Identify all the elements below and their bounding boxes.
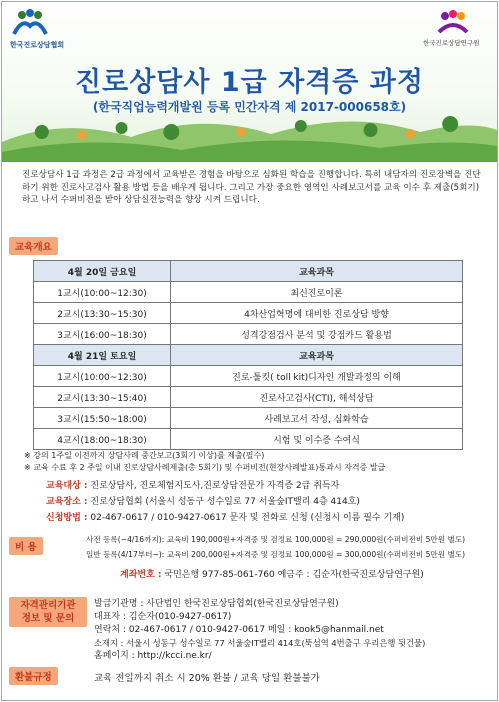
people-circle-logo-icon: [423, 8, 483, 36]
admin-line: 발급기관명 : 사단법인 한국진로상담협회(한국진로상담연구원): [94, 599, 339, 609]
detail-signup: [46, 510, 404, 526]
period-subject: 최신진로이론: [171, 282, 463, 303]
table-row: [34, 387, 463, 408]
account-key: 계좌번호 :: [120, 570, 162, 580]
cost-line-early: 사전 등록(~4/16까지): 교육비 190,000원+자격증 및 검정료 100,000원 = 290,000원(수퍼비전비 5만원 별도): [86, 535, 466, 544]
table-header-row: [34, 345, 463, 366]
landscape-illustration: [2, 102, 497, 162]
admin-line: 연락처 : 02-467-0617 / 010-9427-0617 메일 : kook5@hanmail.net: [94, 625, 384, 635]
schedule-table: [33, 260, 463, 450]
period-time: 1교시(10:00~12:30): [34, 366, 171, 387]
header-banner: [2, 2, 497, 162]
detail-target: [46, 478, 404, 494]
period-subject: 사례보고서 작성, 심화학습: [171, 408, 463, 429]
schedule-notes: [24, 450, 385, 474]
cost-line-regular: 일반 등록(4/17부터~): 교육비 200,000원+자격증 및 검정료 100,000원 = 300,000원(수퍼비전비 5만원 별도): [86, 550, 466, 559]
admin-line: 대표자 : 김순자(010-9427-0617): [94, 612, 232, 622]
page-subtitle: (한국직업능력개발원 등록 민간자격 제 2017-000658호): [92, 100, 407, 114]
section-label-cost: 비 용: [9, 537, 43, 555]
section-label-refund: 환불규정: [9, 667, 58, 685]
day1-subject-header: 교육과목: [171, 261, 463, 282]
period-subject: 4차산업혁명에 대비한 진로상담 방향: [171, 303, 463, 324]
brochure-page: [1, 1, 498, 701]
institute-logo: [423, 8, 489, 48]
detail-value: 02-467-0617 / 010-9427-0617 문자 및 전화로 신청 (신청시 이름 필수 기재): [87, 513, 405, 523]
intro-paragraph: 진로상담사 1급 과정은 2급 과정에서 교육받은 경험을 바탕으로 심화된 학습을 진행합니다. 특히 내담자의 진로장벽을 진단하기 위한 진로사고검사 활용 방법 등을 배우게 됩니다. 그리고 가장 중요한 영역인 사례보고서를 교육 이수 후 제출(5회기)하고 나서 수퍼비전을 받아 상담실전능력을 향상 시켜 드립니다.: [22, 170, 481, 205]
refund-policy: 교육 전일까지 취소 시 20% 환불 / 교육 당일 환불불가: [94, 673, 320, 684]
day1-date: 4월 20일 금요일: [34, 261, 171, 282]
day2-subject-header: 교육과목: [171, 345, 463, 366]
period-subject: 시험 및 이수증 수여식: [171, 429, 463, 450]
day2-date: 4월 21일 토요일: [34, 345, 171, 366]
period-subject: 진로사고검사(CTI), 해석상담: [171, 387, 463, 408]
period-time: 3교시(15:50~18:00): [34, 408, 171, 429]
people-logo-icon: [10, 8, 50, 38]
detail-key: 교육대상 :: [46, 481, 88, 491]
table-header-row: [34, 261, 463, 282]
period-subject: 진로-툴킷( toll kit)디자인 개발과정의 이해: [171, 366, 463, 387]
institute-name: 한국진로상담연구원: [423, 39, 480, 47]
table-row: [34, 366, 463, 387]
table-row: [34, 429, 463, 450]
page-title: 진로상담사 1급 자격증 과정: [75, 67, 424, 98]
period-time: 4교시(18:00~18:30): [34, 429, 171, 450]
detail-value: 진로상담협회 (서울시 성동구 성수일로 77 서울숲IT밸리 4층 414호): [87, 497, 360, 507]
course-details: [46, 478, 404, 526]
association-logo: [10, 8, 66, 54]
table-row: [34, 303, 463, 324]
period-time: 1교시(10:00~12:30): [34, 282, 171, 303]
association-name: 한국진로상담협회: [10, 41, 65, 49]
period-time: 2교시(13:30~15:40): [34, 387, 171, 408]
detail-key: 신청방법 :: [46, 513, 88, 523]
cost-lines: [86, 532, 465, 562]
table-row: [34, 408, 463, 429]
note-line: ※ 강의 1주일 이전까지 상담사례 중간보고(3회기 이상)를 제출(필수): [24, 451, 265, 460]
detail-location: [46, 494, 404, 510]
table-row: [34, 324, 463, 345]
admin-info: [94, 598, 425, 663]
bank-account: [120, 567, 424, 580]
account-value: 국민은행 977-85-061-760 예금주 : 김순자(한국진로상담연구원): [161, 570, 424, 580]
period-time: 3교시(16:00~18:30): [34, 324, 171, 345]
period-time: 2교시(13:30~15:30): [34, 303, 171, 324]
section-label-education: 교육개요: [9, 237, 58, 255]
detail-value: 진로상담사, 진로체험지도사,진로상담전문가 자격증 2급 취득자: [87, 481, 340, 491]
detail-key: 교육장소 :: [46, 497, 88, 507]
admin-line: 소재지 : 서울시 성동구 성수일로 77 서울숲IT밸리 414호(뚝섬역 4번출구 우리은행 뒷건물): [94, 638, 426, 648]
period-subject: 성격강점검사 분석 및 강점카드 활용법: [171, 324, 463, 345]
admin-line: 홈페이지 : http://kcci.ne.kr/: [94, 651, 212, 661]
section-label-admin: 자격관리기관 정보 및 문의: [9, 597, 87, 627]
table-row: [34, 282, 463, 303]
note-line: ※ 교육 수료 후 2 주일 이내 진로상담사례제출(총 5회기) 및 수퍼비전(현장사례발표)통과시 자격증 발급: [24, 463, 386, 472]
